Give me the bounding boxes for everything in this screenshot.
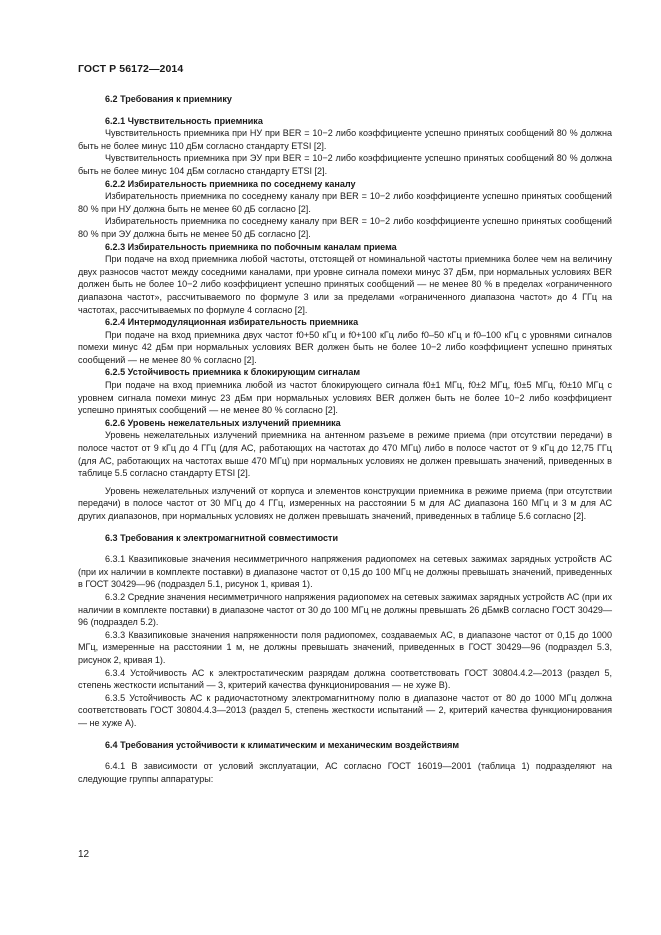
- subsection-title-6-2-6: 6.2.6 Уровень нежелательных излучений приемника: [105, 417, 341, 428]
- paragraph: При подаче на вход приемника любой частоты, отстоящей от номинальной частоты приемника более чем на величину двух разносов частот между соседними каналами, при уровне сигнала помехи минус 37 дБм, при нормальных условиях BER должен быть не более 10−2 либо коэффициент успешно принятых сообщений — не менее 80 % в пределах «ограниченного диапазона частот», рассчитываемого по формуле 3 или за пределами «ограниченного диапазона частот» до 4 ГГц на частотах, рассчитываемых по формуле 4 согласно [2].: [78, 254, 612, 315]
- document-body: [78, 88, 612, 785]
- paragraph: При подаче на вход приемника двух частот f0+50 кГц и f0+100 кГц либо f0–50 кГц и f0–100 кГц с уровнями сигналов помехи минус 42 дБм при нормальных условиях BER должен быть не более 10−2 либо коэффициент успешно принятых сообщений — не менее 80 % согласно [2].: [78, 329, 612, 365]
- paragraph: 6.3.1 Квазипиковые значения несимметричного напряжения радиопомех на сетевых зажимах зарядных устройств АС (при их наличии в комплекте поставки) в диапазоне частот от 0,15 до 100 МГц не должны превышать значений, приведенных в ГОСТ 30429—96 (подраздел 5.1, рисунок 1, кривая 1).: [78, 554, 612, 590]
- paragraph: 6.3.2 Средние значения несимметричного напряжения радиопомех на сетевых зажимах зарядных устройств АС (при их наличии в комплекте поставки) в диапазоне частот от 30 до 100 МГц не должны превышать 26 дБмкВ согласно ГОСТ 30429—96 (подраздел 5.2).: [78, 591, 612, 628]
- paragraph: Чувствительность приемника при ЭУ при BER = 10−2 либо коэффициенте успешно принятых сообщений 80 % должна быть не более минус 104 дБм согласно стандарту ETSI [2].: [78, 153, 612, 176]
- paragraph: Уровень нежелательных излучений приемника на антенном разъеме в режиме приема (при отсутствии передачи) в полосе частот от 9 кГц до 4 ГГц (для АС, работающих на частотах до 470 МГц) либо в полосе частот от 9 кГц до 12,75 ГГц (для АС, работающих на частотах выше 470 МГц) при нормальных условиях не должен превышать значений, приведенных в таблице 5.5 согласно стандарту ETSI [2].: [78, 430, 612, 479]
- paragraph: 6.3.3 Квазипиковые значения напряженности поля радиопомех, создаваемых АС, в диапазоне частот от 0,15 до 1000 МГц, измеренные на расстоянии 1 м, не должны превышать значений, приведенных в ГОСТ 30429—96 (подраздел 5.3, рисунок 2, кривая 1).: [78, 629, 612, 665]
- paragraph: 6.3.5 Устойчивость АС к радиочастотному электромагнитному полю в диапазоне частот от 80 до 1000 МГц должна соответствовать ГОСТ 30804.4.3—2013 (раздел 5, степень жесткости испытаний — 2, критерий качества функционирования — не хуже А).: [78, 692, 612, 728]
- subsection-title-6-2-3: 6.2.3 Избирательность приемника по побочным каналам приема: [105, 241, 397, 252]
- paragraph: Избирательность приемника по соседнему каналу при BER = 10−2 либо коэффициенте успешно принятых сообщений 80 % при ЭУ должна быть не менее 50 дБ согласно [2].: [78, 216, 612, 239]
- page-number: 12: [78, 849, 90, 860]
- paragraph: При подаче на вход приемника любой из частот блокирующего сигнала f0±1 МГц, f0±2 МГц, f0±5 МГц, f0±10 МГц с уровнем сигнала помехи минус 23 дБм при нормальных условиях BER должен быть не более 10−2 либо коэффициент успешно принятых сообщений — не менее 80 % согласно [2].: [78, 380, 612, 416]
- subsection-title-6-2-2: 6.2.2 Избирательность приемника по соседнему каналу: [105, 178, 356, 189]
- standard-header: ГОСТ Р 56172—2014: [78, 63, 184, 75]
- paragraph: Уровень нежелательных излучений от корпуса и элементов конструкции приемника в режиме приема (при отсутствии передачи) в полосе частот от 30 МГц до 4 ГГц, измеренных на расстоянии 5 м для АС диапазона 160 МГц и 3 м для АС других диапазонов, при нормальных условиях не должен превышать значений, приведенных в таблице 5.6 согласно [2].: [78, 485, 612, 521]
- subsection-title-6-2-1: 6.2.1 Чувствительность приемника: [105, 115, 263, 126]
- paragraph: 6.3.4 Устойчивость АС к электростатическим разрядам должна соответствовать ГОСТ 30804.4.2—2013 (раздел 5, степень жесткости испытаний — 3, критерий качества функционирования — не хуже В).: [78, 667, 612, 691]
- section-title-6-3: 6.3 Требования к электромагнитной совместимости: [105, 532, 339, 543]
- paragraph: Избирательность приемника по соседнему каналу при BER = 10−2 либо коэффициенте успешно принятых сообщений 80 % при НУ должна быть не менее 60 дБ согласно [2].: [78, 191, 612, 214]
- section-title-6-4: 6.4 Требования устойчивости к климатическим и механическим воздействиям: [105, 739, 460, 750]
- subsection-title-6-2-5: 6.2.5 Устойчивость приемника к блокирующим сигналам: [105, 367, 361, 378]
- subsection-title-6-2-4: 6.2.4 Интермодуляционная избирательность приемника: [105, 317, 359, 328]
- paragraph: 6.4.1 В зависимости от условий эксплуатации, АС согласно ГОСТ 16019—2001 (таблица 1) подразделяют на следующие группы аппаратуры:: [78, 761, 612, 784]
- paragraph: Чувствительность приемника при НУ при BER = 10−2 либо коэффициенте успешно принятых сообщений 80 % должна быть не более минус 110 дБм согласно стандарту ETSI [2].: [78, 128, 612, 151]
- section-title-6-2: 6.2 Требования к приемнику: [105, 94, 232, 104]
